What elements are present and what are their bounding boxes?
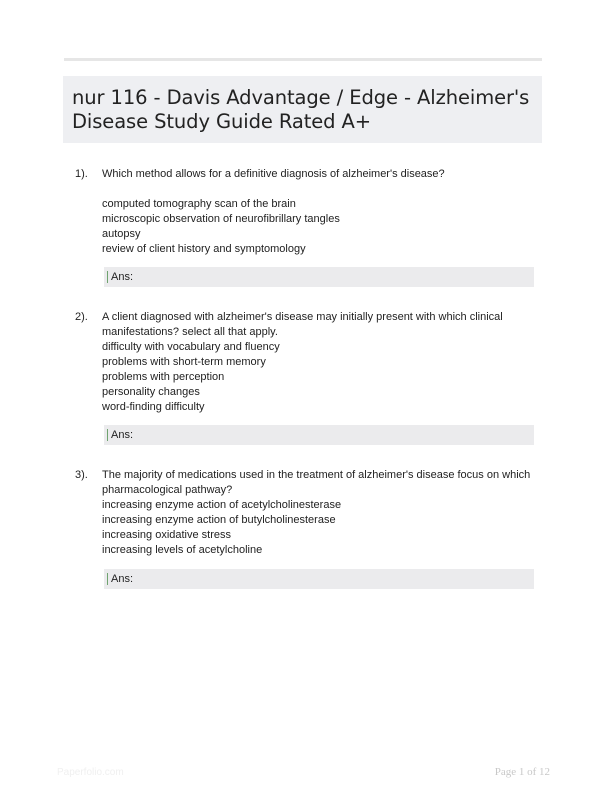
answer-label: Ans:: [111, 573, 134, 585]
option: autopsy: [102, 228, 141, 240]
option: personality changes: [102, 386, 200, 398]
option-list: [102, 498, 534, 558]
option: difficulty with vocabulary and fluency: [102, 341, 280, 353]
title-banner: [63, 76, 542, 143]
option-list: [102, 340, 534, 415]
option: problems with perception: [102, 371, 225, 383]
option: increasing enzyme action of acetylcholinesterase: [102, 499, 342, 511]
question-body: [102, 468, 534, 558]
option: increasing levels of acetylcholine: [102, 544, 263, 556]
question-number: 2).: [75, 311, 88, 323]
question-stem: The majority of medications used in the treatment of alzheimer's disease focus on which pharmacological pathway?: [102, 469, 531, 496]
answer-marker: [107, 573, 108, 585]
option: review of client history and symptomology: [102, 243, 306, 255]
option: increasing enzyme action of butylcholinesterase: [102, 514, 336, 526]
answer-box: [104, 569, 534, 589]
question-stem: A client diagnosed with alzheimer's disease may initially present with which clinical manifestations? select all that apply.: [102, 311, 503, 338]
answer-label: Ans:: [111, 429, 134, 441]
footer-watermark: Paperfolio.com: [57, 767, 124, 778]
question-stem: Which method allows for a definitive diagnosis of alzheimer's disease?: [102, 168, 445, 180]
option: increasing oxidative stress: [102, 529, 232, 541]
document-title: nur 116 - Davis Advantage / Edge - Alzheimer's Disease Study Guide Rated A+: [72, 86, 530, 133]
option-list: [102, 197, 534, 257]
answer-marker: [107, 271, 108, 283]
option: problems with short-term memory: [102, 356, 266, 368]
top-divider: [64, 58, 542, 61]
page-indicator: Page 1 of 12: [494, 766, 550, 778]
question-number: 3).: [75, 469, 88, 481]
question-body: [102, 167, 534, 257]
answer-marker: [107, 429, 108, 441]
answer-label: Ans:: [111, 271, 134, 283]
answer-box: [104, 425, 534, 445]
answer-box: [104, 267, 534, 287]
option: word-finding difficulty: [102, 401, 205, 413]
option: computed tomography scan of the brain: [102, 198, 296, 210]
question-body: [102, 310, 534, 415]
option: microscopic observation of neurofibrillary tangles: [102, 213, 340, 225]
question-number: 1).: [75, 168, 88, 180]
